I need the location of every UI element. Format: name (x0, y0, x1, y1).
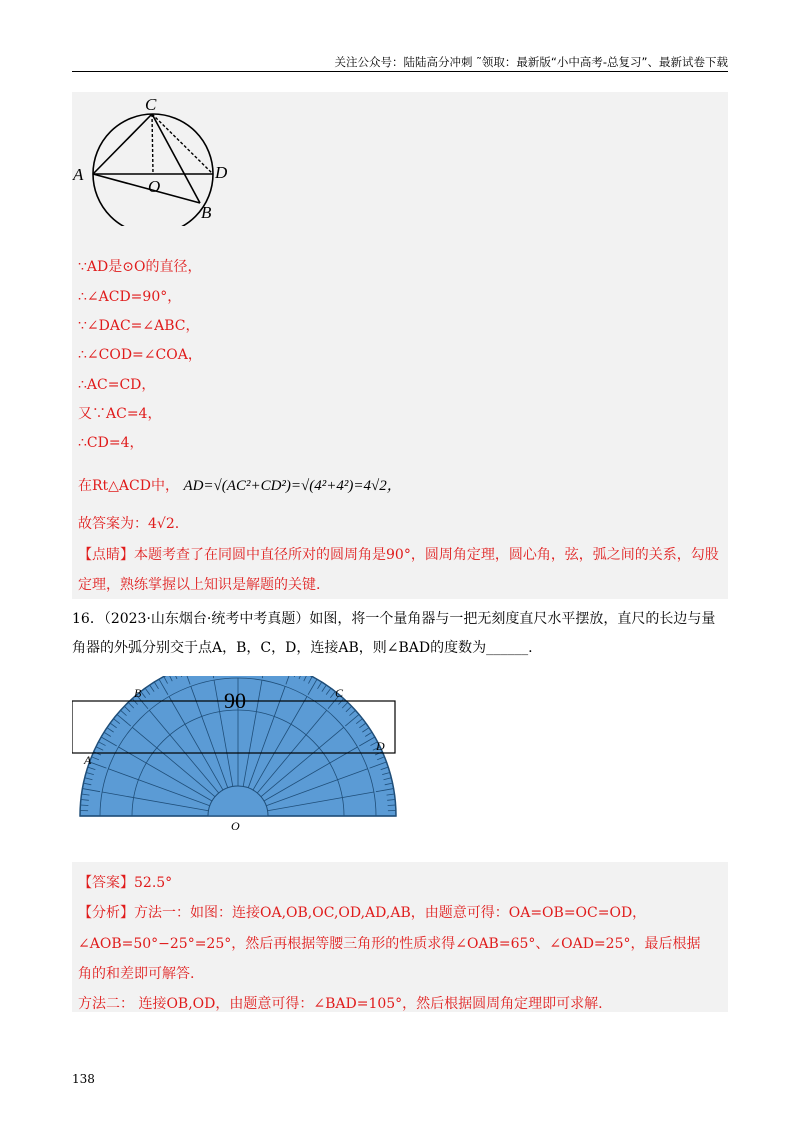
solution-line-3: ∵∠DAC=∠ABC， (78, 318, 200, 334)
header-rule (72, 71, 728, 72)
answer-line-1: 【答案】52.5° (78, 875, 173, 891)
label-a: A (73, 165, 84, 184)
method-two-line: 方法二： 连接OB,OD，由题意可得：∠BAD=105°，然后根据圆周角定理即可求解. (78, 996, 603, 1012)
segment-cd (152, 114, 213, 174)
analysis-line-3: 角的和差即可解答. (78, 966, 195, 982)
question-16-line-2: 角器的外弧分别交于点A，B，C，D，连接AB，则∠BAD的度数为______. (72, 640, 533, 656)
insight-line-2: 定理，熟练掌握以上知识是解题的关键. (78, 577, 321, 593)
point-d-label: D (376, 739, 385, 753)
segment-co (152, 114, 153, 174)
page-number: 138 (72, 1072, 95, 1086)
analysis-line-2: ∠AOB=50°−25°=25°，然后再根据等腰三角形的性质求得∠OAB=65°、∠OAD=25°，最后根据 (78, 936, 701, 952)
analysis-line-1: 【分析】方法一：如图：连接OA,OB,OC,OD,AD,AB，由题意可得：OA=OB=OC=OD， (78, 905, 647, 921)
solution-line-1: ∵AD是⊙O的直径， (78, 259, 202, 275)
label-b: B (201, 203, 212, 222)
circle-figure (72, 94, 242, 226)
solution-line-9: 故答案为：4√2. (78, 516, 180, 532)
point-b-label: B (134, 686, 142, 700)
protractor-figure (72, 676, 412, 836)
label-o: O (148, 177, 161, 196)
solution-line-4: ∴∠COD=∠COA， (78, 347, 202, 363)
rt-prefix: 在Rt△ACD中， (78, 478, 179, 494)
insight-line-1: 【点睛】本题考查了在同圆中直径所对的圆周角是90°，圆周角定理，圆心角，弦，弧之间的关系，勾股 (78, 547, 719, 563)
solution-line-2: ∴∠ACD=90°， (78, 289, 182, 305)
point-o-label: O (231, 819, 240, 833)
question-16-line-1: 16．（2023·山东烟台·统考中考真题）如图，将一个量角器与一把无刻度直尺水平摆放，直尺的长边与量 (72, 611, 716, 627)
point-a-label: A (84, 753, 92, 767)
pythagoras-formula: AD=√(AC²+CD²)=√(4²+4²)=4√2， (183, 478, 402, 494)
point-c-label: C (335, 686, 344, 700)
label-c: C (145, 95, 157, 114)
solution-line-8 (78, 474, 402, 495)
tick-mark (388, 805, 396, 806)
chord-ab (93, 174, 200, 203)
solution-line-7: ∴CD=4， (78, 435, 144, 451)
page-header: 关注公众号：陆陆高分冲刺 ˜领取：最新版“小中高考-总复习”、最新试卷下载 (334, 55, 728, 69)
label-d: D (215, 163, 228, 182)
tick-mark (80, 805, 88, 806)
solution-line-6: 又∵AC=4， (78, 406, 162, 422)
degree-90-label: 90 (224, 688, 246, 713)
solution-line-5: ∴AC=CD， (78, 377, 156, 393)
